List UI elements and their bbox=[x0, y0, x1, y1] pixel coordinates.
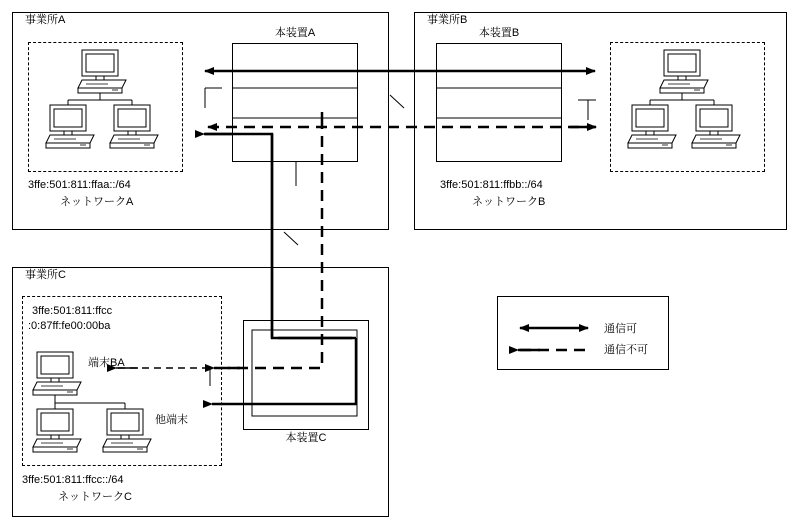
device-a-box bbox=[232, 43, 358, 162]
device-b-label: 本装置B bbox=[478, 27, 520, 39]
network-c-name: ネットワークC bbox=[58, 491, 132, 503]
terminal-ba-label: 端末BA bbox=[88, 357, 125, 369]
site-c-label: 事業所C bbox=[22, 269, 69, 282]
device-c-label: 本装置C bbox=[285, 432, 327, 444]
legend-allowed-label: 通信可 bbox=[604, 323, 637, 335]
terminal-other-label: 他端末 bbox=[155, 414, 188, 426]
network-c-prefix: 3ffe:501:811:ffcc::/64 bbox=[22, 474, 124, 486]
terminal-address-line1: 3ffe:501:811:ffcc bbox=[32, 305, 113, 317]
network-a-dashed-box bbox=[28, 42, 183, 172]
terminal-address-line2: :0:87ff:fe00:00ba bbox=[28, 320, 111, 332]
legend-denied-label: 通信不可 bbox=[604, 344, 648, 356]
site-b-label: 事業所B bbox=[424, 14, 470, 27]
network-a-prefix: 3ffe:501:811:ffaa::/64 bbox=[28, 179, 131, 191]
device-b-box bbox=[436, 43, 562, 162]
network-b-name: ネットワークB bbox=[472, 196, 546, 208]
site-a-label: 事業所A bbox=[22, 14, 68, 27]
network-b-prefix: 3ffe:501:811:ffbb::/64 bbox=[440, 179, 543, 191]
legend-box bbox=[497, 296, 669, 370]
device-a-label: 本装置A bbox=[274, 27, 316, 39]
device-c-box bbox=[243, 320, 369, 430]
network-a-name: ネットワークA bbox=[60, 196, 134, 208]
network-b-dashed-box bbox=[610, 42, 765, 172]
